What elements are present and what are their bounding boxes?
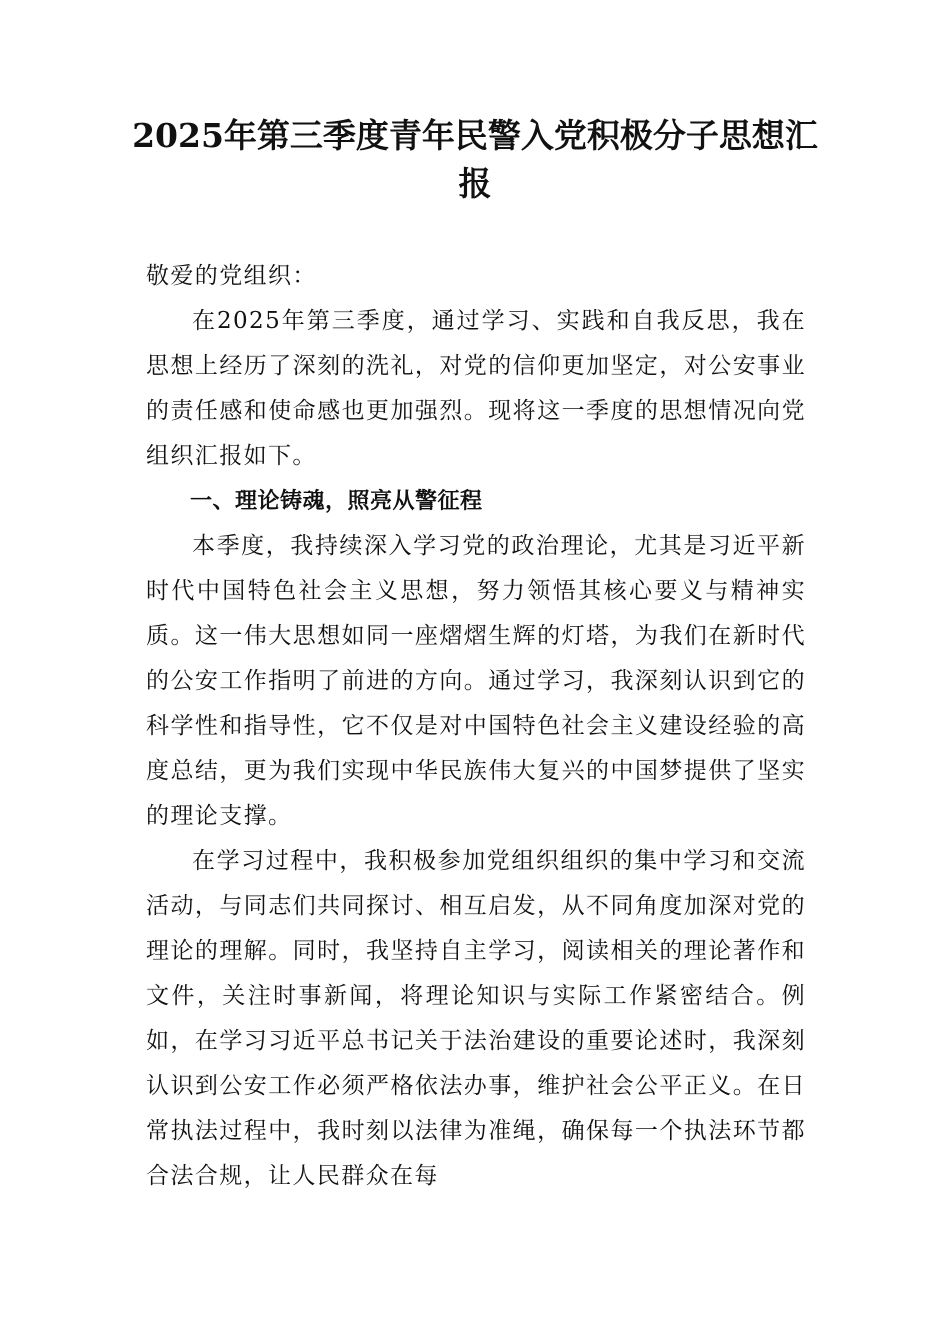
salutation: 敬爱的党组织： bbox=[146, 263, 317, 289]
document-body bbox=[146, 254, 806, 1199]
section-paragraph: 本季度，我持续深入学习党的政治理论，尤其是习近平新时代中国特色社会主义思想，努力领悟其核心要义与精神实质。这一伟大思想如同一座熠熠生辉的灯塔，为我们在新时代的公安工作指明了前进的方向。通过学习，我深刻认识到它的科学性和指导性，它不仅是对中国特色社会主义建设经验的高度总结，更为我们实现中华民族伟大复兴的中国梦提供了坚实的理论支撑。 bbox=[146, 533, 806, 829]
section-heading: 一、理论铸魂，照亮从警征程 bbox=[190, 489, 483, 514]
section-paragraph: 在学习过程中，我积极参加党组织组织的集中学习和交流活动，与同志们共同探讨、相互启发，从不同角度加深对党的理论的理解。同时，我坚持自主学习，阅读相关的理论著作和文件，关注时事新闻，将理论知识与实际工作紧密结合。例如，在学习习近平总书记关于法治建设的重要论述时，我深刻认识到公安工作必须严格依法办事，维护社会公平正义。在日常执法过程中，我时刻以法律为准绳，确保每一个执法环节都合法合规，让人民群众在每 bbox=[146, 848, 806, 1189]
document-title: 2025年第三季度青年民警入党积极分子思想汇报 bbox=[132, 116, 818, 203]
intro-paragraph: 在2025年第三季度，通过学习、实践和自我反思，我在思想上经历了深刻的洗礼，对党的信仰更加坚定，对公安事业的责任感和使命感也更加强烈。现将这一季度的思想情况向党组织汇报如下。 bbox=[146, 308, 806, 469]
